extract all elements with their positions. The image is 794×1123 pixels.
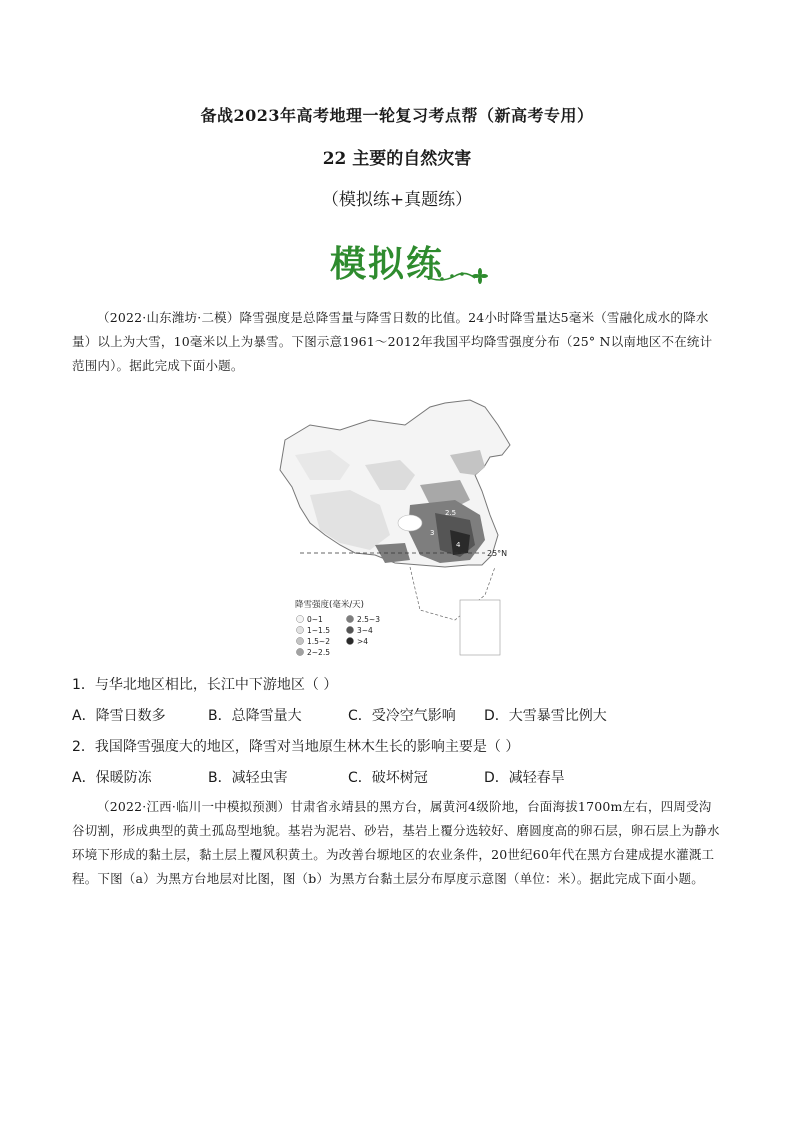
legend-item [346,626,373,635]
legend-label: 1~1.5 [307,626,330,635]
option-c[interactable]: C．受冷空气影响 [348,708,456,724]
map-svg [270,395,530,665]
legend-label: 2~2.5 [307,648,330,657]
option-d[interactable]: D．减轻春旱 [484,770,565,786]
section-banner [330,232,490,284]
legend-item [296,615,323,624]
legend-label: >4 [357,637,369,646]
passage-2: （2022·江西·临川一中模拟预测）甘肃省永靖县的黑方台，属黄河4级阶地，台面海拔1700m左右，四周受沟谷切割，形成典型的黄土孤岛型地貌。基岩为泥岩、砂岩，基岩上覆分选较好、磨圆度高的卵石层，卵石层上为静水环境下形成的黏土层，黏土层上覆风积黄土。为改善台塬地区的农业条件，20世纪60年代在黑方台建成提水灌溉工程。下图（a）为黑方台地层对比图，图（b）为黑方台黏土层分布厚度示意图（单位：米）。据此完成下面小题。 [72,799,720,886]
option-c[interactable]: C．破坏树冠 [348,770,428,786]
legend-label: 2.5~3 [357,615,380,624]
legend-item [296,626,330,635]
legend-item [346,615,380,624]
document-title: 备战2023年高考地理一轮复习考点帮（新高考专用） [200,106,594,125]
question-2-stem: 2．我国降雪强度大的地区，降雪对当地原生林木生长的影响主要是（ ） [72,739,520,755]
legend-label: 0~1 [307,615,323,624]
section-label: 模拟练 [330,244,445,285]
legend-label: 1.5~2 [307,637,330,646]
legend-title: 降雪强度(毫米/天) [295,600,364,610]
passage-1: （2022·山东潍坊·二模）降雪强度是总降雪量与降雪日数的比值。24小时降雪量达5毫米（雪融化成水的降水量）以上为大雪，10毫米以上为暴雪。下图示意1961～2012年我国平均降雪强度分布（25° N以南地区不在统计范围内）。据此完成下面小题。 [72,310,713,373]
latitude-label: 25°N [487,549,508,558]
region-label: 3 [430,529,435,537]
legend-item [296,637,330,646]
option-b[interactable]: B．总降雪量大 [208,708,302,724]
legend-item [346,637,368,646]
option-b[interactable]: B．减轻虫害 [208,770,288,786]
lesson-note: （模拟练+真题练） [321,190,473,210]
option-d[interactable]: D．大雪暴雪比例大 [484,708,607,724]
option-a[interactable]: A．降雪日数多 [72,708,166,724]
region-label: 4 [456,541,461,549]
question-1-stem: 1．与华北地区相比，长江中下游地区（ ） [72,677,338,693]
legend-label: 3~4 [357,626,373,635]
region-label: 2.5 [445,509,457,517]
snow-intensity-map [270,395,530,665]
legend-item [296,648,330,657]
lesson-title: 22 主要的自然灾害 [322,149,472,169]
option-a[interactable]: A．保暖防冻 [72,770,152,786]
